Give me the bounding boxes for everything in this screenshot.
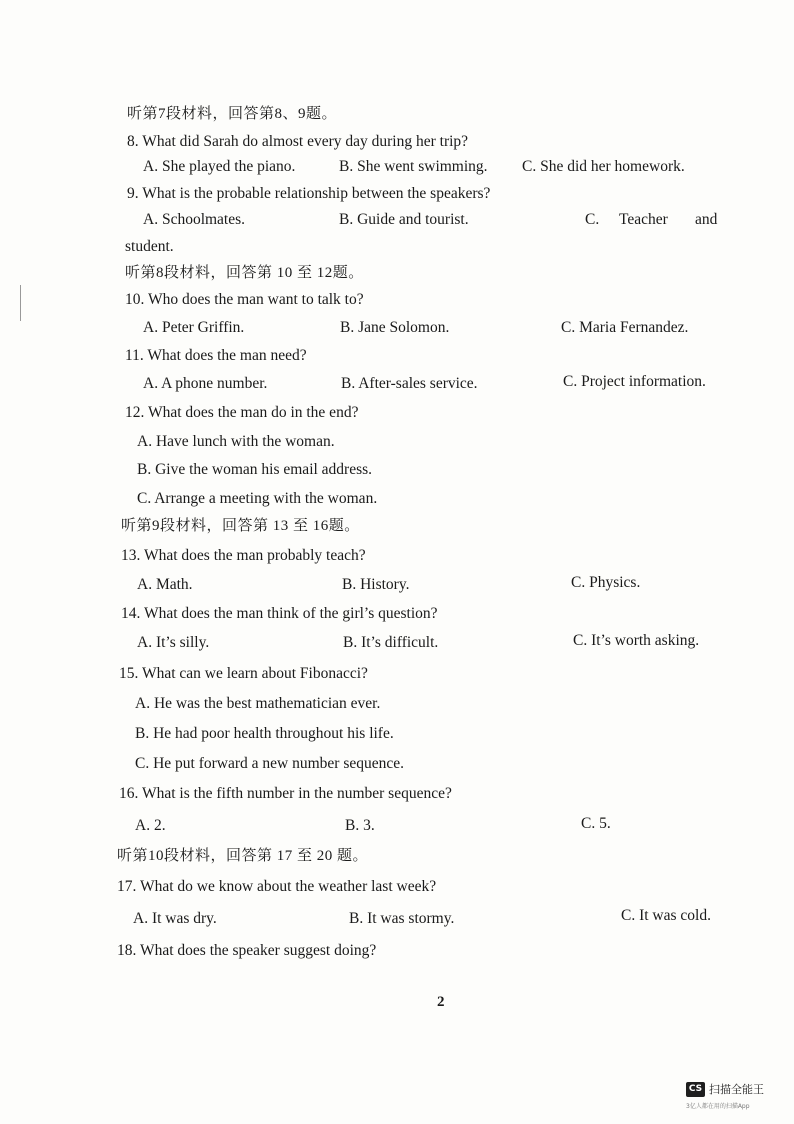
q17-option-c: C. It was cold. xyxy=(621,907,711,924)
question-9: 9. What is the probable relationship between the speakers? xyxy=(127,185,491,202)
q14-option-b: B. It’s difficult. xyxy=(343,634,439,651)
section-header: 听第9段材料，回答第 13 至 16题。 xyxy=(121,518,360,534)
q14-option-a: A. It’s silly. xyxy=(137,634,210,651)
question-8: 8. What did Sarah do almost every day during her trip? xyxy=(127,133,469,150)
question-12: 12. What does the man do in the end? xyxy=(125,404,359,421)
question-17: 17. What do we know about the weather last week? xyxy=(117,878,437,895)
question-14: 14. What does the man think of the girl’s question? xyxy=(121,605,438,622)
question-18: 18. What does the speaker suggest doing? xyxy=(117,942,377,959)
q12-option-b: B. Give the woman his email address. xyxy=(137,461,373,478)
q11-option-c: C. Project information. xyxy=(563,373,706,390)
q12-option-c: C. Arrange a meeting with the woman. xyxy=(137,490,378,507)
section-header: 听第7段材料，回答第8、9题。 xyxy=(127,106,338,122)
q9-option-c-word1: Teacher xyxy=(619,211,668,228)
scanner-tagline: 3亿人都在用的扫描App xyxy=(686,1103,750,1110)
q10-option-a: A. Peter Griffin. xyxy=(143,319,245,336)
q8-option-a: A. She played the piano. xyxy=(143,158,296,175)
q10-option-b: B. Jane Solomon. xyxy=(340,319,450,336)
q12-option-a: A. Have lunch with the woman. xyxy=(137,433,335,450)
q16-option-b: B. 3. xyxy=(345,817,375,834)
question-11: 11. What does the man need? xyxy=(125,347,307,364)
scanner-watermark xyxy=(686,1081,764,1097)
q13-option-b: B. History. xyxy=(342,576,410,593)
question-10: 10. Who does the man want to talk to? xyxy=(125,291,364,308)
q16-option-a: A. 2. xyxy=(135,817,166,834)
q9-option-c-word3: student. xyxy=(125,238,174,255)
q15-option-c: C. He put forward a new number sequence. xyxy=(135,755,405,772)
q9-option-c-letter: C. xyxy=(585,211,600,228)
question-13: 13. What does the man probably teach? xyxy=(121,547,366,564)
q9-option-a: A. Schoolmates. xyxy=(143,211,246,228)
q9-option-c-word2: and xyxy=(695,211,718,228)
q17-option-a: A. It was dry. xyxy=(133,910,217,927)
camscanner-logo-icon: CS xyxy=(686,1082,705,1097)
section-header: 听第8段材料，回答第 10 至 12题。 xyxy=(125,265,364,281)
scan-artifact-line xyxy=(20,285,21,321)
q10-option-c: C. Maria Fernandez. xyxy=(561,319,689,336)
q11-option-a: A. A phone number. xyxy=(143,375,268,392)
q15-option-a: A. He was the best mathematician ever. xyxy=(135,695,381,712)
q9-option-b: B. Guide and tourist. xyxy=(339,211,469,228)
q13-option-c: C. Physics. xyxy=(571,574,641,591)
q13-option-a: A. Math. xyxy=(137,576,193,593)
q15-option-b: B. He had poor health throughout his life. xyxy=(135,725,394,742)
q14-option-c: C. It’s worth asking. xyxy=(573,632,700,649)
question-15: 15. What can we learn about Fibonacci? xyxy=(119,665,368,682)
scanner-brand-name: 扫描全能王 xyxy=(709,1083,764,1096)
section-header: 听第10段材料，回答第 17 至 20 题。 xyxy=(117,848,369,864)
q11-option-b: B. After-sales service. xyxy=(341,375,478,392)
q8-option-c: C. She did her homework. xyxy=(522,158,685,175)
q8-option-b: B. She went swimming. xyxy=(339,158,488,175)
question-16: 16. What is the fifth number in the number sequence? xyxy=(119,785,452,802)
q16-option-c: C. 5. xyxy=(581,815,611,832)
page-number: 2 xyxy=(437,994,445,1010)
q17-option-b: B. It was stormy. xyxy=(349,910,455,927)
